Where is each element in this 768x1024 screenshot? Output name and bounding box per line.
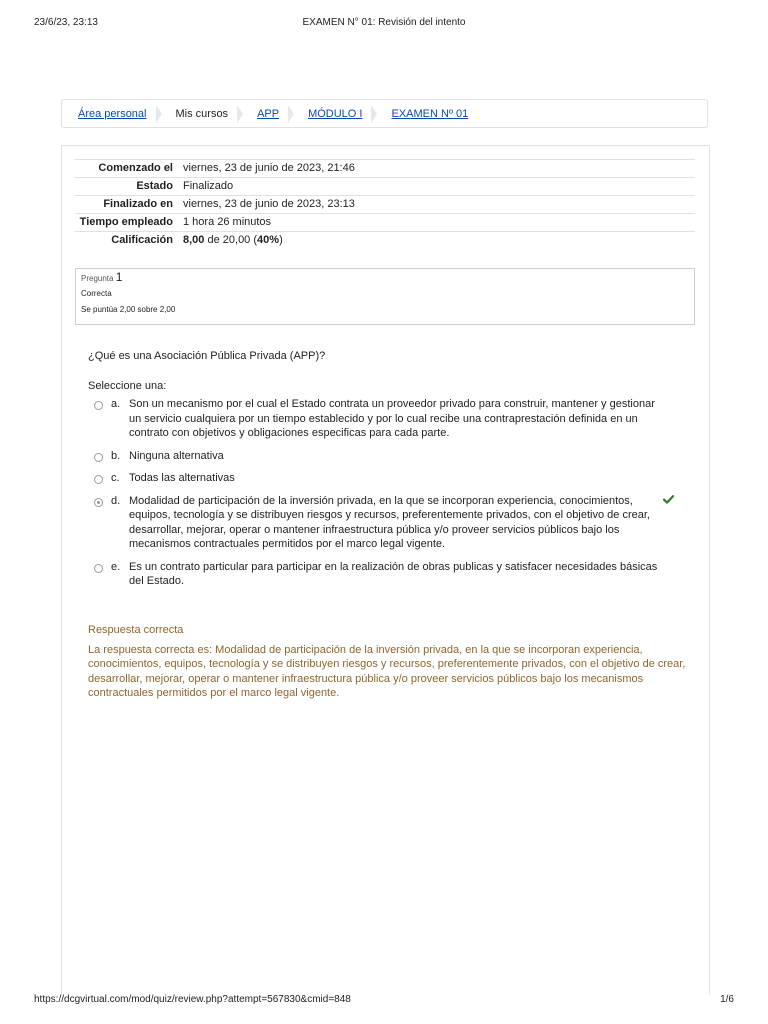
answer-list [88,397,688,589]
grade-close: ) [279,234,283,246]
summary-label: Finalizado en [103,198,173,210]
answer-radio[interactable] [94,453,103,462]
summary-label: Estado [136,180,173,192]
breadcrumb-item-examen[interactable] [391,108,468,120]
summary-value: viernes, 23 de junio de 2023, 21:46 [183,162,355,174]
summary-row-grade [75,232,695,250]
summary-value: 1 hora 26 minutos [183,216,272,228]
summary-value: Finalizado [183,180,234,192]
question-info-box [75,268,695,325]
print-header [0,17,768,31]
feedback-box [88,623,688,701]
answer-letter: a. [111,398,121,410]
answer-letter: b. [111,449,121,462]
print-date: 23/6/23, 23:13 [34,17,98,28]
check-icon [663,495,674,504]
answer-text: Todas las alternativas [129,472,235,484]
answer-radio[interactable] [94,475,103,484]
breadcrumb-separator [156,105,162,123]
question-number [81,272,689,284]
answer-text: Modalidad de participación de la inversión privada, en la que se incorporan experiencia, conocimientos, equipos, tecnología y se distribuyen riesgos y recursos, preferentemente privados, con el objetivo de crear, desarrollar, mejorar, operar o mantener infraestructura pública y/o proveer servicios públicos bajo los mecanismos contractuales permitidos por el marco legal vigente. [129,494,650,550]
print-footer [0,994,768,1008]
question-state: Correcta [81,289,112,298]
summary-label: Calificación [111,234,173,246]
answer-radio[interactable] [94,401,103,410]
print-title: EXAMEN N° 01: Revisión del intento [302,17,466,28]
feedback-title: Respuesta correcta [88,624,184,636]
print-page-number: 1/6 [720,994,734,1005]
summary-row-started [75,160,695,178]
grade-percent: 40% [257,234,280,246]
print-url: https://dcgvirtual.com/mod/quiz/review.php?attempt=567830&cmid=848 [34,994,351,1005]
question-content [88,349,688,597]
answer-text: Ninguna alternativa [129,449,224,462]
summary-value: viernes, 23 de junio de 2023, 23:13 [183,198,355,210]
grade-of: de 20,00 ( [207,234,258,246]
question-grade: Se puntúa 2,00 sobre 2,00 [81,305,176,314]
answer-prompt: Seleccione una: [88,380,167,392]
breadcrumb [61,99,708,128]
summary-row-finished [75,196,695,214]
question-number-value: 1 [115,270,123,284]
answer-letter: c. [111,472,120,484]
answer-radio[interactable] [94,564,103,573]
answer-option-e [88,560,688,589]
summary-label: Tiempo empleado [79,216,173,228]
breadcrumb-separator [237,105,243,123]
answer-letter: e. [111,560,121,573]
answer-text: Son un mecanismo por el cual el Estado contrata un proveedor privado para construir, mantener y gestionar un servicio cualquiera por un tiempo establecido y por lo cual recibe una contraprestación definida en un contrato con objetivos y obligaciones especificas para cada parte. [129,398,655,439]
answer-option-d [88,494,688,552]
answer-option-c [88,471,688,486]
breadcrumb-item-area-personal[interactable] [78,108,147,120]
answer-letter: d. [111,494,121,507]
breadcrumb-separator [371,105,377,123]
answer-option-a [88,397,688,441]
breadcrumb-item-modulo[interactable] [308,108,362,120]
breadcrumb-link-examen[interactable]: EXAMEN Nº 01 [391,107,469,120]
breadcrumb-link-app[interactable]: APP [257,107,280,120]
summary-label: Comenzado el [98,162,173,174]
feedback-text: La respuesta correcta es: Modalidad de participación de la inversión privada, en la que se incorporan experiencia, conocimientos, equipos, tecnología y se distribuyen riesgos y recursos, preferentemente privados, con el objetivo de crear, desarrollar, mejorar, operar o mantener infraestructura pública y/o proveer servicios públicos bajo los mecanismos contractuales permitidos por el marco legal vigente. [88,643,686,699]
breadcrumb-label-mis-cursos: Mis cursos [175,107,229,120]
breadcrumb-link-area-personal[interactable]: Área personal [78,107,147,120]
summary-value [178,232,695,250]
summary-row-state [75,178,695,196]
summary-row-time [75,214,695,232]
answer-text: Es un contrato particular para participar en la realización de obras publicas y satisfacer necesidades básicas del Estado. [129,560,658,587]
question-text: ¿Qué es una Asociación Pública Privada (APP)? [88,350,326,362]
breadcrumb-link-modulo[interactable]: MÓDULO I [308,107,363,120]
breadcrumb-separator [288,105,294,123]
breadcrumb-item-mis-cursos [176,108,229,120]
question-number-label: Pregunta [81,274,114,283]
grade-score: 8,00 [183,234,205,246]
answer-option-b [88,449,688,464]
breadcrumb-item-app[interactable] [257,108,279,120]
answer-radio-selected[interactable] [94,498,103,507]
attempt-summary-table [75,159,695,249]
